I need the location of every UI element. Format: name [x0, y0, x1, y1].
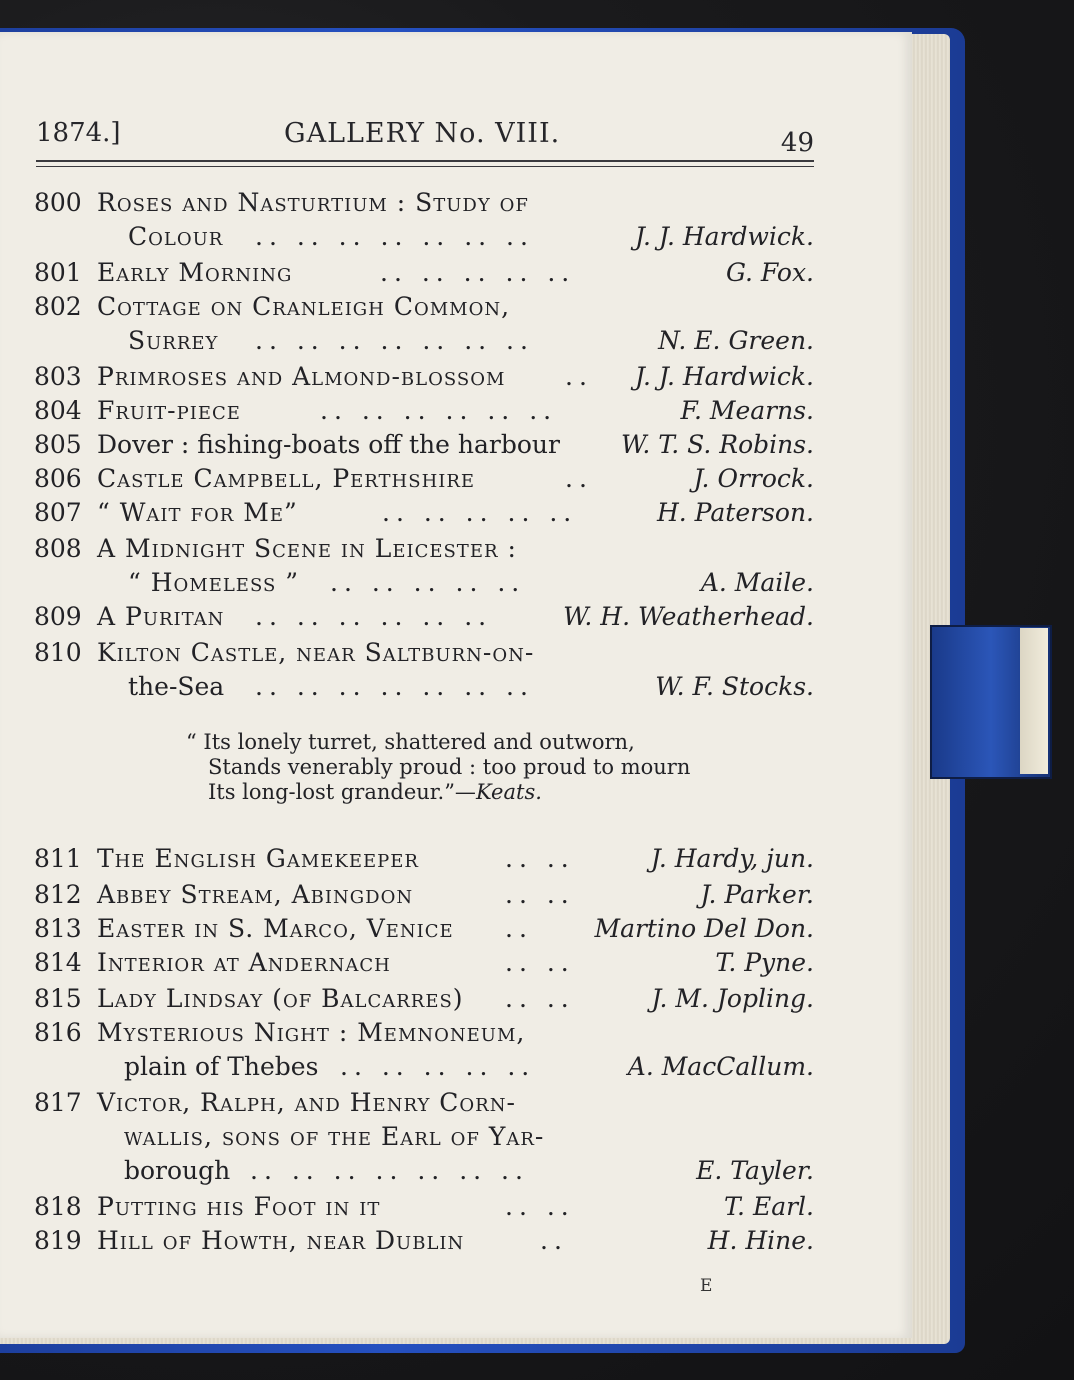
verse-quote [186, 730, 690, 805]
leader-dots: .. [565, 464, 593, 493]
entry-title-cont: wallis, sons of the Earl of Yar- [124, 1122, 545, 1151]
entry-line [0, 1154, 912, 1188]
entry-artist: H. Paterson. [656, 498, 814, 527]
quote-text: Its long-lost grandeur.”— [208, 780, 476, 804]
entry-number: 808 [34, 534, 82, 563]
entry-title: Primroses and Almond-blossom [97, 362, 506, 391]
entry-artist: A. MacCallum. [627, 1052, 814, 1081]
entry-title: Dover : fishing-boats off the harbour [97, 430, 560, 459]
entry-number: 815 [34, 984, 82, 1013]
clasp-tab [1020, 628, 1048, 774]
leader-dots: .. .. .. .. .. [330, 568, 526, 597]
entry-number: 819 [34, 1226, 82, 1255]
leader-dots: .. .. .. .. .. [340, 1052, 536, 1081]
entry-title: Fruit-piece [97, 396, 241, 425]
entry-title: Castle Campbell, Perthshire [97, 464, 476, 493]
entry-artist: E. Tayler. [696, 1156, 814, 1185]
entry-number: 807 [34, 498, 82, 527]
leader-dots: .. .. .. .. .. .. .. [255, 672, 534, 701]
catalogue-page [0, 32, 912, 1338]
entry-artist: J. Hardy, jun. [650, 844, 814, 873]
entry-line [0, 982, 912, 1016]
entry-number: 817 [34, 1088, 82, 1117]
entry-number: 809 [34, 602, 82, 631]
leader-dots: .. [505, 914, 533, 943]
entry-number: 811 [34, 844, 82, 873]
entry-number: 812 [34, 880, 82, 909]
entry-line [0, 532, 912, 566]
leader-dots: .. .. [505, 880, 575, 909]
entry-title: A Puritan [97, 602, 225, 631]
entry-artist: F. Mearns. [680, 396, 814, 425]
leader-dots: .. [565, 362, 593, 391]
entry-title: “ Wait for Me” [97, 498, 298, 527]
entry-title: Early Morning [97, 258, 293, 287]
entry-artist: J. Parker. [700, 880, 814, 909]
entry-number: 804 [34, 396, 82, 425]
entry-line [0, 912, 912, 946]
entry-artist: W. F. Stocks. [655, 672, 814, 701]
entry-line [0, 1224, 912, 1258]
entry-title: Putting his Foot in it [97, 1192, 381, 1221]
entry-number: 803 [34, 362, 82, 391]
entry-artist: J. Orrock. [693, 464, 814, 493]
entry-title-cont: Colour [128, 222, 224, 251]
entry-number: 814 [34, 948, 82, 977]
leader-dots: .. .. [505, 984, 575, 1013]
entry-line [0, 1086, 912, 1120]
quote-line [186, 780, 690, 805]
leader-dots: .. [540, 1226, 568, 1255]
entry-number: 800 [34, 188, 82, 217]
entry-title: Kilton Castle, near Saltburn-on- [97, 638, 535, 667]
entry-artist: T. Earl. [724, 1192, 814, 1221]
entry-line [0, 1120, 912, 1154]
header-title: GALLERY No. VIII. [284, 118, 561, 149]
entry-title: The English Gamekeeper [97, 844, 419, 873]
entry-title: Abbey Stream, Abingdon [97, 880, 414, 909]
entry-title: Hill of Howth, near Dublin [97, 1226, 465, 1255]
entry-line [0, 462, 912, 496]
entry-list [0, 32, 912, 1338]
entry-title-cont: borough [124, 1156, 231, 1185]
entry-line [0, 1016, 912, 1050]
entry-line [0, 256, 912, 290]
entry-artist: T. Pyne. [715, 948, 814, 977]
entry-number: 816 [34, 1018, 82, 1047]
entry-number: 806 [34, 464, 82, 493]
entry-title-cont: Surrey [128, 326, 219, 355]
page-number: 49 [780, 128, 814, 158]
entry-artist: Martino Del Don. [594, 914, 814, 943]
entry-line [0, 1190, 912, 1224]
entry-line [0, 946, 912, 980]
entry-line [0, 1050, 912, 1084]
entry-title-cont: the-Sea [128, 672, 225, 701]
entry-line [0, 324, 912, 358]
entry-title: Victor, Ralph, and Henry Corn- [97, 1088, 516, 1117]
header-year: 1874.] [36, 118, 121, 148]
leader-dots: .. .. .. .. .. .. .. [255, 326, 534, 355]
leader-dots: .. .. .. .. .. .. [320, 396, 558, 425]
leader-dots: .. .. [505, 844, 575, 873]
entry-number: 802 [34, 292, 82, 321]
entry-artist: G. Fox. [725, 258, 814, 287]
entry-number: 805 [34, 430, 82, 459]
entry-line [0, 636, 912, 670]
entry-artist: J. M. Jopling. [651, 984, 814, 1013]
entry-artist: H. Hine. [707, 1226, 814, 1255]
entry-artist: J. J. Hardwick. [634, 222, 814, 251]
entry-artist: N. E. Green. [658, 326, 814, 355]
entry-line [0, 186, 912, 220]
entry-title: Roses and Nasturtium : Study of [97, 188, 529, 217]
entry-line [0, 428, 912, 462]
entry-line [0, 360, 912, 394]
entry-line [0, 496, 912, 530]
entry-number: 801 [34, 258, 82, 287]
entry-title: Easter in S. Marco, Venice [97, 914, 454, 943]
entry-title: Interior at Andernach [97, 948, 391, 977]
quote-author: Keats. [475, 780, 542, 804]
entry-title-cont: plain of Thebes [124, 1052, 319, 1081]
entry-title: A Midnight Scene in Leicester : [97, 534, 517, 563]
entry-artist: J. J. Hardwick. [634, 362, 814, 391]
entry-line [0, 394, 912, 428]
entry-number: 810 [34, 638, 82, 667]
entry-title: Mysterious Night : Memnoneum, [97, 1018, 526, 1047]
entry-number: 813 [34, 914, 82, 943]
quote-line: “ Its lonely turret, shattered and outworn, [186, 730, 635, 754]
entry-line [0, 878, 912, 912]
leader-dots: .. .. .. .. .. [382, 498, 578, 527]
quote-line: Stands venerably proud : too proud to mourn [208, 755, 691, 779]
leader-dots: .. .. .. .. .. .. .. [255, 222, 534, 251]
entry-artist: A. Maile. [700, 568, 814, 597]
entry-line [0, 220, 912, 254]
entry-line [0, 842, 912, 876]
leader-dots: .. .. [505, 1192, 575, 1221]
entry-artist: W. H. Weatherhead. [563, 602, 814, 631]
entry-title: Cottage on Cranleigh Common, [97, 292, 511, 321]
entry-title-cont: “ Homeless ” [128, 568, 300, 597]
entry-number: 818 [34, 1192, 82, 1221]
leader-dots: .. .. [505, 948, 575, 977]
entry-title: Lady Lindsay (of Balcarres) [97, 984, 464, 1013]
entry-line [0, 566, 912, 600]
entry-line [0, 670, 912, 704]
signature-mark: E [700, 1276, 713, 1296]
leader-dots: .. .. .. .. .. .. .. [250, 1156, 529, 1185]
entry-line [0, 600, 912, 634]
entry-artist: W. T. S. Robins. [621, 430, 814, 459]
entry-line [0, 290, 912, 324]
leader-dots: .. .. .. .. .. [380, 258, 576, 287]
leader-dots: .. .. .. .. .. .. [255, 602, 493, 631]
